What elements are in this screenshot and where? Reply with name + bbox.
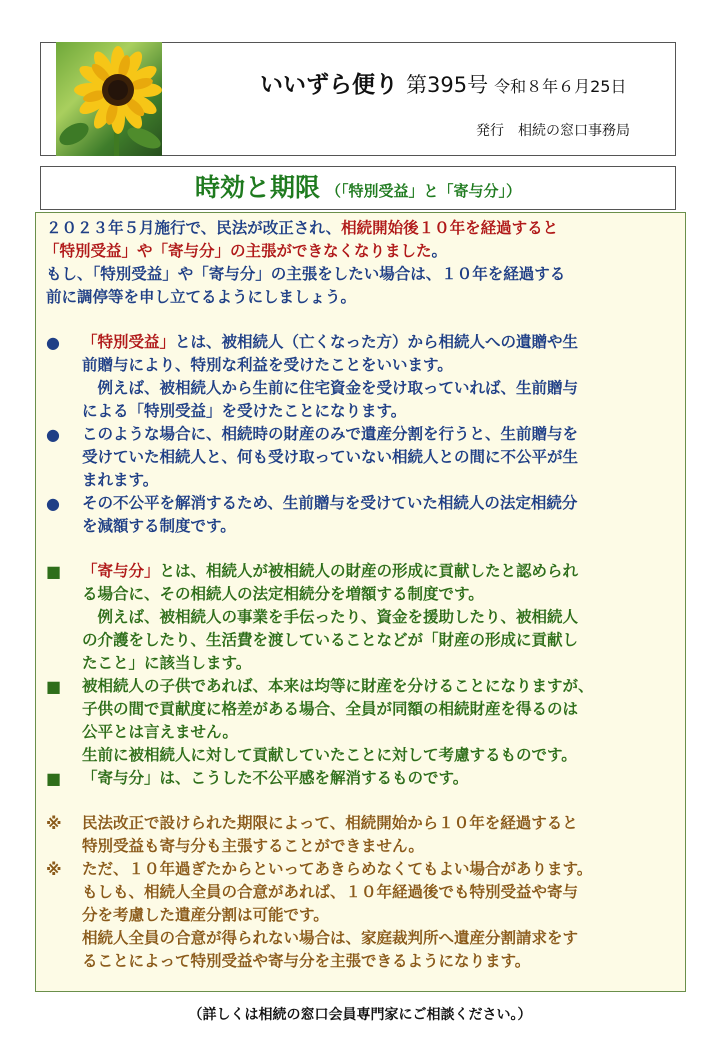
note-line: もしも、相続人全員の合意があれば、１０年経過後でも特別受益や寄与 — [82, 883, 579, 901]
note-line: 分を考慮した遺産分割は可能です。 — [82, 906, 329, 924]
tokubetsu-line: による「特別受益」を受けたことになります。 — [82, 402, 407, 420]
sunflower-photo — [56, 42, 162, 156]
note-mark: ※ — [46, 860, 62, 879]
tokubetsu-line: まれます。 — [82, 471, 159, 489]
note-mark: ※ — [46, 814, 62, 833]
intro-highlight: 「特別受益」や「寄与分」の主張ができなくなりました — [44, 242, 432, 260]
intro-text: 。 — [431, 242, 448, 260]
issue-date: 令和８年６月25日 — [494, 77, 627, 96]
kiyobun-line: 例えば、被相続人の事業を手伝ったり、資金を援助したり、被相続人 — [82, 608, 579, 626]
kiyobun-line: 公平とは言えません。 — [82, 723, 238, 741]
kiyobun-line: 「寄与分」は、こうした不公平感を解消するものです。 — [82, 769, 469, 787]
tokubetsu-line: を減額する制度です。 — [82, 517, 236, 535]
intro-highlight: 相続開始後１０年を経過すると — [341, 219, 559, 237]
term-tokubetsu: 「特別受益」 — [82, 333, 176, 351]
note-line: 特別受益も寄与分も主張することができません。 — [82, 837, 424, 855]
tokubetsu-line: 受けていた相続人と、何も受け取っていない相続人との間に不公平が生 — [82, 448, 579, 466]
publisher: 発行 相続の窓口事務局 — [476, 123, 630, 139]
note-line: ることによって特別受益や寄与分を主張できるようになります。 — [82, 952, 531, 970]
kiyobun-line: る場合に、その相続人の法定相続分を増額する制度です。 — [82, 585, 484, 603]
circle-bullet: ● — [46, 425, 60, 444]
topic-subtitle: （「特別受益」と「寄与分」） — [326, 182, 522, 200]
kiyobun-line: 生前に被相続人に対して貢献していたことに対して考慮するものです。 — [82, 746, 577, 764]
intro-line-1 — [46, 217, 558, 240]
intro-text: ２０２３年５月施行で、民法が改正され、 — [46, 219, 342, 237]
note-line: 民法改正で設けられた期限によって、相続開始から１０年を経過すると — [82, 814, 578, 832]
tokubetsu-line — [82, 331, 578, 354]
kiyobun-line: の介護をしたり、生活費を渡していることなどが「財産の形成に貢献し — [82, 631, 579, 649]
newsletter-title — [260, 66, 626, 99]
kiyobun-line: 子供の間で貢献度に格差がある場合、全員が同額の相続財産を得るのは — [82, 700, 579, 718]
note-line: ただ、１０年過ぎたからといってあきらめなくてもよい場合があります。 — [82, 860, 593, 878]
intro-line-2 — [44, 240, 447, 263]
newsletter-name: いいずら便り — [260, 72, 398, 98]
topic-title: 時効と期限 — [194, 173, 320, 202]
intro-line-4: 前に調停等を申し立てるようにしましょう。 — [46, 288, 357, 306]
tokubetsu-line: このような場合に、相続時の財産のみで遺産分割を行うと、生前贈与を — [82, 425, 579, 443]
topic-heading — [40, 166, 676, 210]
square-bullet: ■ — [46, 677, 62, 696]
circle-bullet: ● — [46, 333, 60, 352]
intro-line-3: もし、「特別受益」や「寄与分」の主張をしたい場合は、１０年を経過する — [46, 265, 566, 283]
square-bullet: ■ — [46, 562, 62, 581]
definition-text: とは、相続人が被相続人の財産の形成に貢献したと認められ — [159, 562, 579, 580]
tokubetsu-line: 前贈与により、特別な利益を受けたことをいいます。 — [82, 356, 453, 374]
tokubetsu-line: 例えば、被相続人から生前に住宅資金を受け取っていれば、生前贈与 — [82, 379, 579, 397]
note-line: 相続人全員の合意が得られない場合は、家庭裁判所へ遺産分割請求をす — [82, 929, 579, 947]
issue-number: 第395号 — [406, 73, 489, 97]
circle-bullet: ● — [46, 494, 60, 513]
kiyobun-line: たこと」に該当します。 — [82, 654, 252, 672]
term-kiyobun: 「寄与分」 — [82, 562, 160, 580]
definition-text: とは、被相続人（亡くなった方）から相続人への遺贈や生 — [175, 333, 579, 351]
kiyobun-line: 被相続人の子供であれば、本来は均等に財産を分けることになりますが、 — [82, 677, 594, 695]
square-bullet: ■ — [46, 769, 62, 788]
sunflower-icon — [56, 42, 162, 156]
footer-note: （詳しくは相続の窓口会員専門家にご相談ください。） — [188, 1007, 532, 1023]
tokubetsu-line: その不公平を解消するため、生前贈与を受けていた相続人の法定相続分 — [82, 494, 578, 512]
kiyobun-line — [82, 560, 578, 583]
